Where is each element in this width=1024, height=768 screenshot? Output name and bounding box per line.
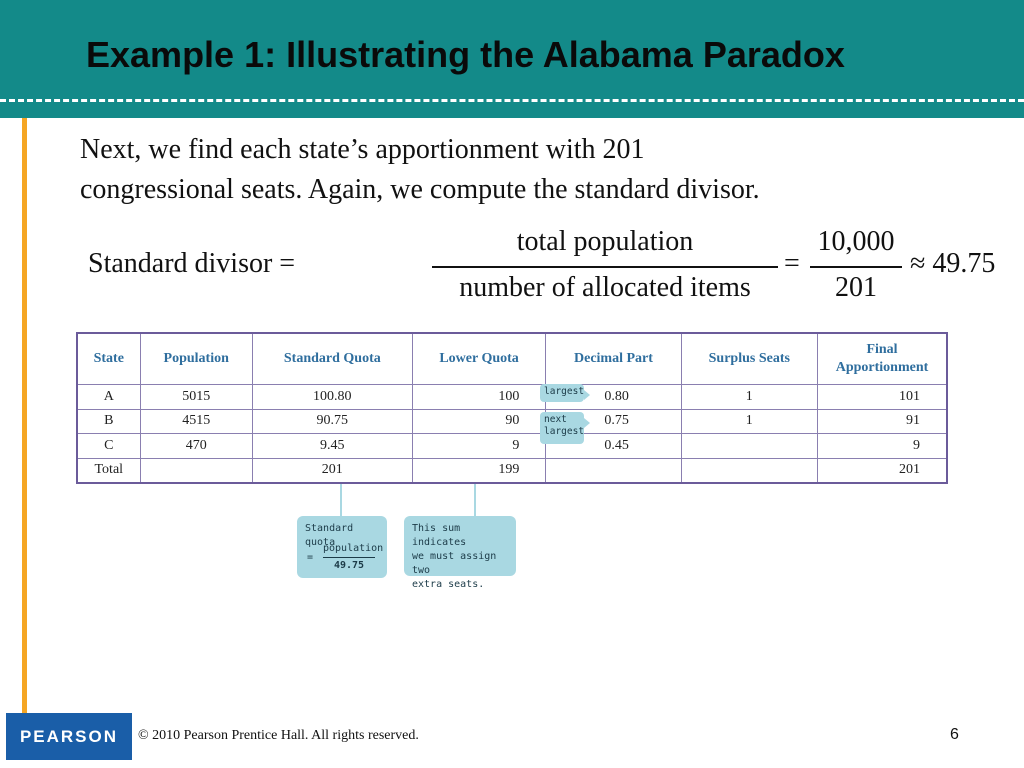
formula-label: Standard divisor = bbox=[88, 248, 296, 279]
formula-result: ≈ 49.75 bbox=[910, 248, 996, 279]
note-sum-indicates bbox=[404, 516, 516, 590]
slide-header bbox=[0, 0, 1024, 118]
note-sum-line3: extra seats. bbox=[412, 579, 485, 590]
body-line-1: Next, we find each state’s apportionment with 201 bbox=[80, 134, 645, 165]
pearson-logo: PEARSON bbox=[6, 713, 132, 760]
cell-lower-quota: 9 bbox=[412, 434, 546, 459]
cell-decimal-part bbox=[546, 458, 681, 482]
cell-population: 4515 bbox=[140, 409, 252, 434]
standard-divisor-formula bbox=[88, 226, 996, 306]
cell-standard-quota: 100.80 bbox=[252, 385, 412, 410]
cell-state: A bbox=[78, 385, 140, 410]
accent-bar bbox=[22, 118, 27, 720]
cell-final: 101 bbox=[818, 385, 947, 410]
cell-surplus-seats: 1 bbox=[681, 409, 817, 434]
formula-numerator: total population bbox=[516, 226, 694, 257]
body-text bbox=[80, 130, 980, 210]
page-number: 6 bbox=[950, 726, 959, 743]
header-dashed-divider bbox=[0, 99, 1024, 102]
note-sum-line2: we must assign two bbox=[412, 551, 497, 576]
cell-surplus-seats: 1 bbox=[681, 385, 817, 410]
table-total-row bbox=[78, 458, 946, 482]
cell-decimal-part: 0.80 bbox=[546, 385, 681, 410]
cell-standard-quota: 9.45 bbox=[252, 434, 412, 459]
slide-title: Example 1: Illustrating the Alabama Paradox bbox=[86, 34, 845, 75]
callout-largest-text: largest bbox=[544, 386, 585, 397]
header-population: Population bbox=[140, 334, 252, 385]
note-sum-line1: This sum indicates bbox=[412, 523, 467, 548]
formula-num2: 10,000 bbox=[817, 226, 895, 257]
cell-lower-quota: 90 bbox=[412, 409, 546, 434]
cell-surplus-seats bbox=[681, 458, 817, 482]
fraction-bar-2 bbox=[810, 266, 902, 268]
callout-largest bbox=[540, 384, 584, 402]
cell-lower-quota: 100 bbox=[412, 385, 546, 410]
formula-den2: 201 bbox=[835, 272, 877, 303]
header-decimal-part: Decimal Part bbox=[546, 334, 681, 385]
header-final-apportionment: Final Apportionment bbox=[818, 334, 947, 385]
header-surplus-seats: Surplus Seats bbox=[681, 334, 817, 385]
note-quota-equals: = bbox=[307, 552, 314, 563]
callout-next-line2: largest bbox=[544, 426, 585, 437]
fraction-bar bbox=[432, 266, 778, 268]
table-row bbox=[78, 385, 946, 410]
cell-standard-quota: 201 bbox=[252, 458, 412, 482]
cell-surplus-seats bbox=[681, 434, 817, 459]
cell-decimal-part: 0.75 bbox=[546, 409, 681, 434]
callout-next-line1: next bbox=[544, 414, 567, 425]
note-quota-num: population bbox=[323, 543, 384, 554]
note-standard-quota bbox=[297, 516, 387, 578]
formula-denominator: number of allocated items bbox=[459, 272, 751, 303]
cell-lower-quota: 199 bbox=[412, 458, 546, 482]
cell-final: 91 bbox=[818, 409, 947, 434]
table-row bbox=[78, 409, 946, 434]
cell-population: 5015 bbox=[140, 385, 252, 410]
pointer-sum bbox=[474, 484, 476, 516]
cell-total-label: Total bbox=[78, 458, 140, 482]
header-lower-quota: Lower Quota bbox=[412, 334, 546, 385]
cell-population bbox=[140, 458, 252, 482]
cell-standard-quota: 90.75 bbox=[252, 409, 412, 434]
header-standard-quota: Standard Quota bbox=[252, 334, 412, 385]
cell-population: 470 bbox=[140, 434, 252, 459]
apportionment-table bbox=[76, 332, 948, 484]
note-quota-title: Standard quota bbox=[305, 523, 354, 548]
table-header-row bbox=[78, 334, 946, 385]
pointer-quota bbox=[340, 484, 342, 516]
header-state: State bbox=[78, 334, 140, 385]
body-line-2: congressional seats. Again, we compute the standard divisor. bbox=[80, 174, 760, 205]
table-row bbox=[78, 434, 946, 459]
callout-next-largest bbox=[540, 412, 584, 444]
copyright-text: © 2010 Pearson Prentice Hall. All rights reserved. bbox=[138, 728, 419, 743]
note-quota-fraction bbox=[323, 542, 384, 573]
formula-equals: = bbox=[784, 248, 800, 279]
cell-final: 201 bbox=[899, 462, 920, 478]
cell-state: C bbox=[78, 434, 140, 459]
cell-decimal-part: 0.45 bbox=[546, 434, 681, 459]
cell-final: 9 bbox=[818, 434, 947, 459]
note-fraction-bar bbox=[323, 557, 375, 558]
cell-state: B bbox=[78, 409, 140, 434]
note-quota-den: 49.75 bbox=[333, 560, 365, 571]
